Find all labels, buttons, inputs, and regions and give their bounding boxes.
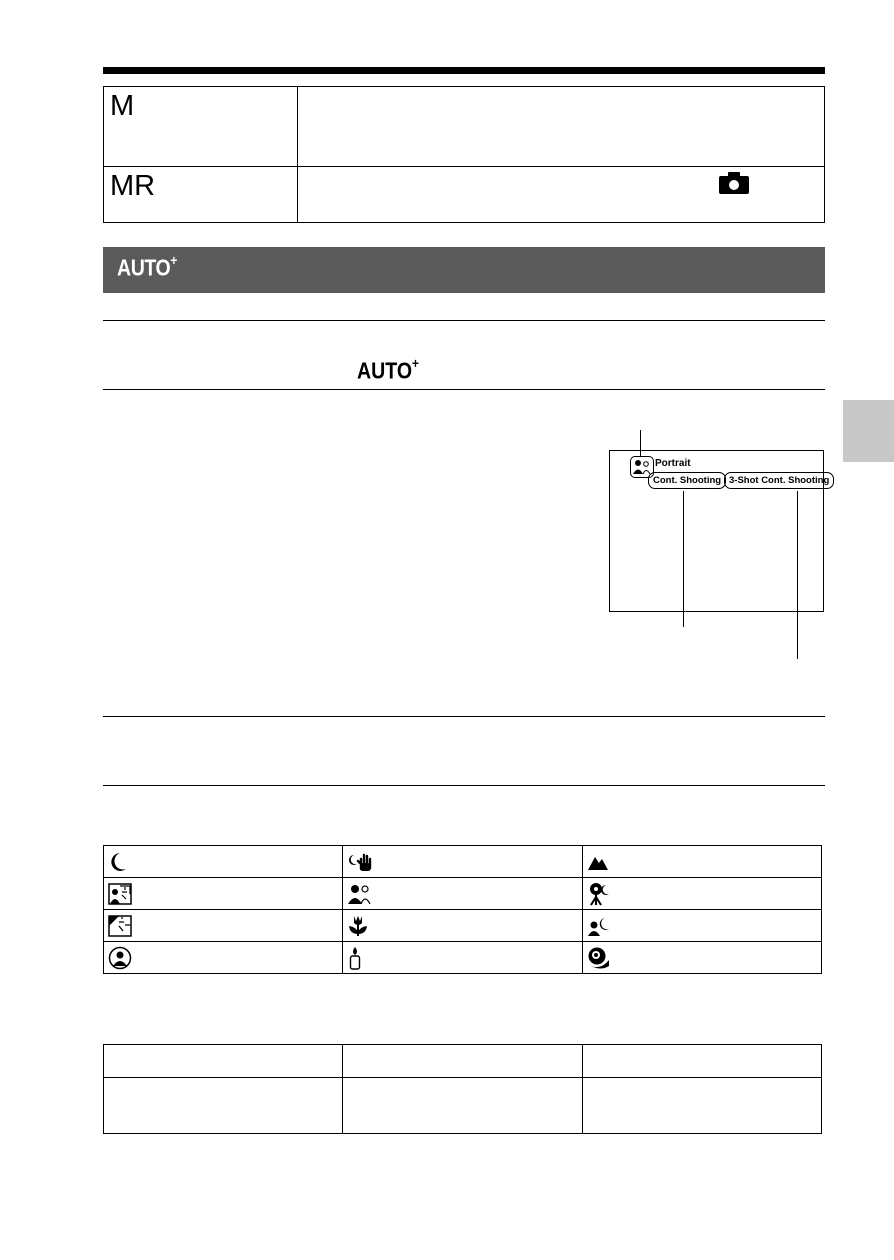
- table-row: [104, 846, 822, 878]
- infant-icon: [587, 946, 611, 970]
- handheld-night-icon: [347, 851, 375, 873]
- scene-icon-table: [103, 845, 822, 974]
- night-portrait-icon: [587, 915, 613, 937]
- table-row: [104, 942, 822, 974]
- table-row: [104, 1045, 822, 1078]
- macro-icon: [347, 914, 369, 938]
- low-light-icon: [347, 946, 363, 970]
- portrait-icon: [347, 882, 373, 906]
- backlight-portrait-icon: [108, 883, 132, 905]
- auto-plus-icon: AUTO+: [357, 355, 419, 384]
- cont-shooting-tag: Cont. Shooting: [648, 472, 726, 489]
- mode-mr-label: MR: [110, 170, 156, 202]
- blank-table: [103, 1044, 822, 1134]
- table-row: [104, 1078, 822, 1134]
- night-view-tripod-icon: [587, 882, 613, 906]
- mode-m-label: M: [110, 90, 135, 122]
- night-scene-icon: [108, 851, 130, 873]
- three-shot-cont-shooting-tag: 3-Shot Cont. Shooting: [724, 472, 834, 489]
- table-row: [104, 878, 822, 910]
- landscape-icon: [587, 851, 609, 873]
- scene-label: Portrait: [655, 458, 691, 469]
- divider: [103, 785, 825, 786]
- backlight-icon: [108, 915, 132, 937]
- section-title: AUTO+: [117, 252, 177, 281]
- spotlight-portrait-icon: [108, 946, 132, 970]
- divider: [103, 716, 825, 717]
- table-row: [104, 910, 822, 942]
